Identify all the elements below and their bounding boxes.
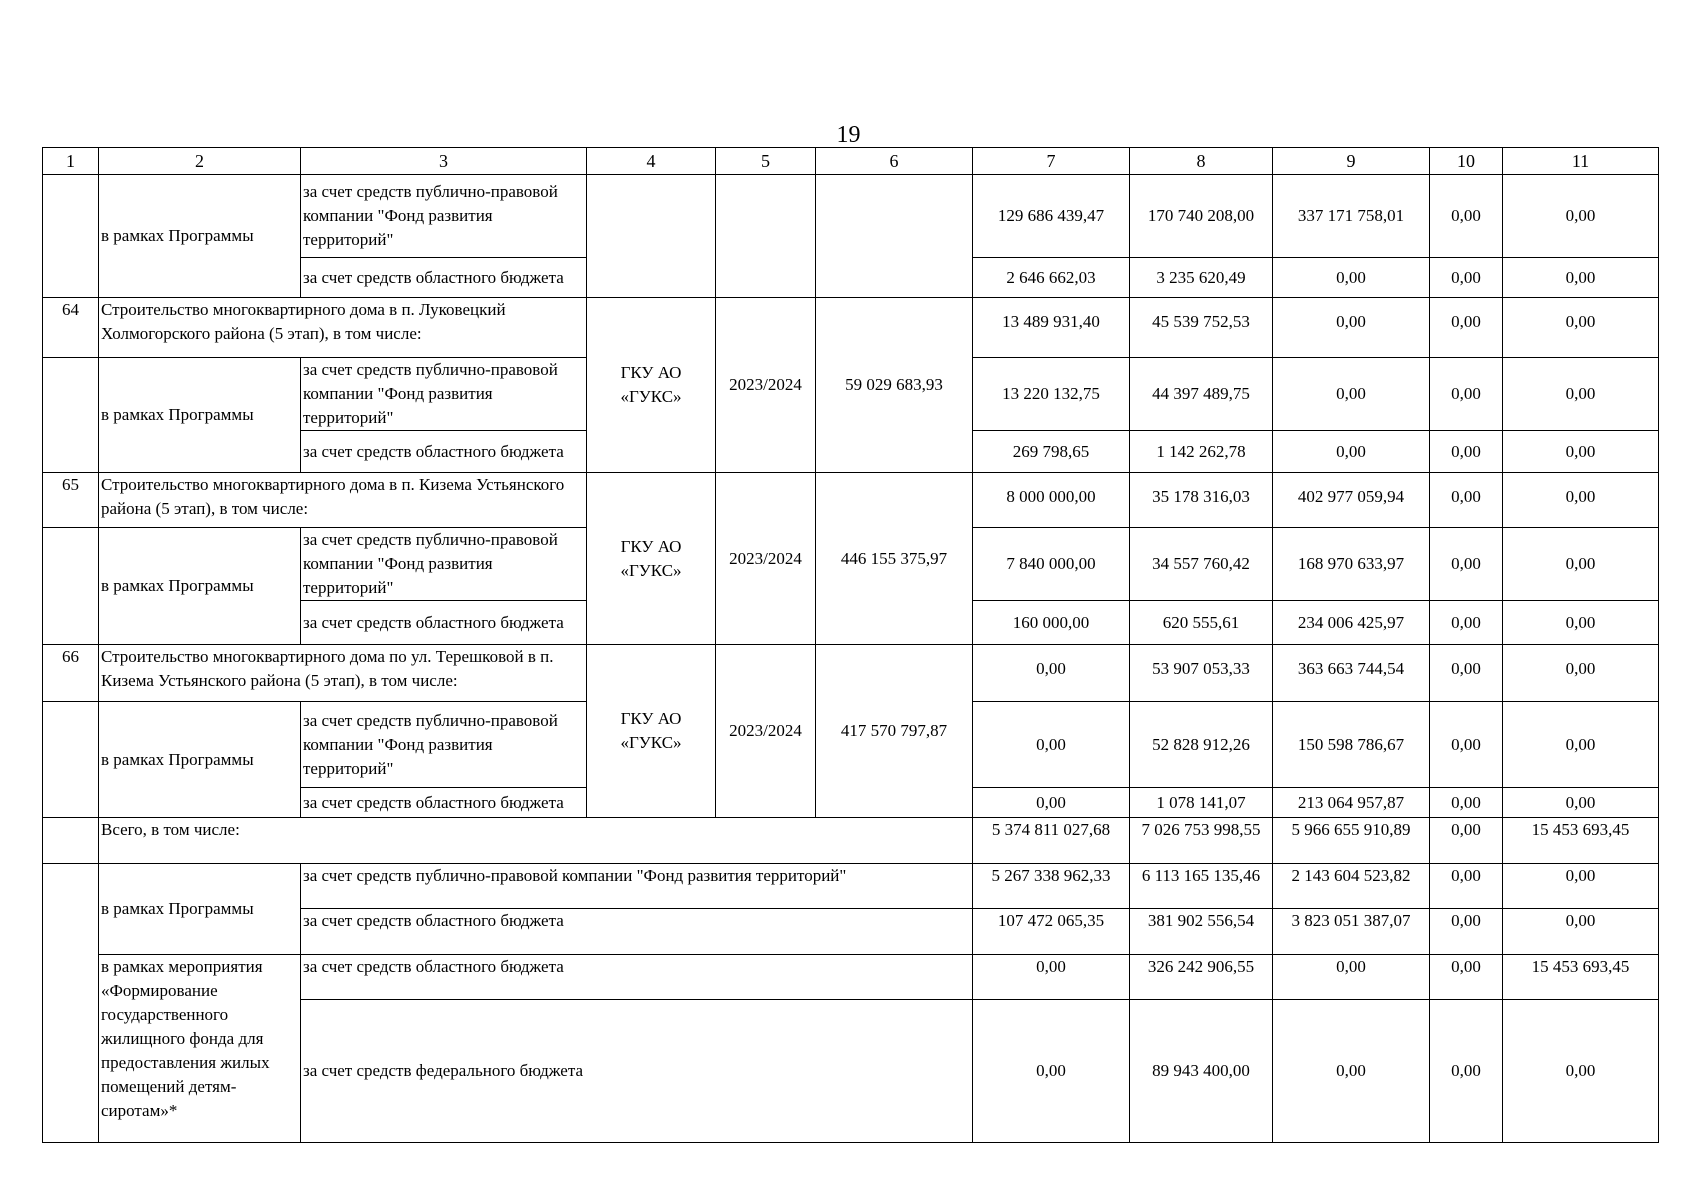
column-header: 8 [1130, 148, 1273, 175]
grand-total-row [43, 818, 1659, 864]
value-cell: 0,00 [1503, 175, 1659, 258]
value-cell: 0,00 [973, 1000, 1130, 1143]
measure-label: в рамках мероприятия «Формирование государственного жилищного фонда для предоставления жилых помещений детям-сиротам»* [99, 955, 301, 1143]
value-cell: 53 907 053,33 [1130, 645, 1273, 702]
funding-source-label: за счет средств областного бюджета [301, 601, 587, 645]
value-cell: 0,00 [1430, 818, 1503, 864]
cost-cell: 417 570 797,87 [816, 645, 973, 818]
value-cell: 0,00 [1430, 528, 1503, 601]
value-cell: 0,00 [1430, 431, 1503, 473]
value-cell: 0,00 [1503, 358, 1659, 431]
program-label: в рамках Программы [99, 864, 301, 955]
value-cell: 0,00 [1430, 864, 1503, 909]
org-cell: ГКУ АО «ГУКС» [587, 473, 716, 645]
funding-source-label: за счет средств областного бюджета [301, 955, 973, 1000]
value-cell: 0,00 [1430, 175, 1503, 258]
value-cell: 0,00 [1273, 431, 1430, 473]
value-cell: 0,00 [1430, 645, 1503, 702]
program-label: в рамках Программы [99, 358, 301, 473]
value-cell: 13 220 132,75 [973, 358, 1130, 431]
table-row [43, 955, 1659, 1000]
program-label: в рамках Программы [99, 528, 301, 645]
value-cell: 168 970 633,97 [1273, 528, 1430, 601]
value-cell: 381 902 556,54 [1130, 909, 1273, 955]
funding-source-label: за счет средств федерального бюджета [301, 1000, 973, 1143]
value-cell: 44 397 489,75 [1130, 358, 1273, 431]
column-header: 4 [587, 148, 716, 175]
funding-source-label: за счет средств публично-правовой компании "Фонд развития территорий" [301, 528, 587, 601]
value-cell: 45 539 752,53 [1130, 298, 1273, 358]
row-number-cell [43, 358, 99, 473]
value-cell: 620 555,61 [1130, 601, 1273, 645]
row-number-cell [43, 175, 99, 298]
value-cell: 0,00 [973, 788, 1130, 818]
grand-total-label: Всего, в том числе: [99, 818, 973, 864]
value-cell: 269 798,65 [973, 431, 1130, 473]
value-cell: 0,00 [1503, 528, 1659, 601]
org-cell: ГКУ АО «ГУКС» [587, 298, 716, 473]
value-cell: 7 026 753 998,55 [1130, 818, 1273, 864]
column-header: 3 [301, 148, 587, 175]
table-row [43, 298, 1659, 358]
value-cell: 0,00 [1430, 258, 1503, 298]
value-cell: 15 453 693,45 [1503, 955, 1659, 1000]
value-cell: 0,00 [1503, 702, 1659, 788]
cost-cell [816, 175, 973, 298]
value-cell: 0,00 [1503, 645, 1659, 702]
value-cell: 0,00 [1430, 1000, 1503, 1143]
value-cell: 0,00 [1503, 909, 1659, 955]
value-cell: 0,00 [1273, 1000, 1430, 1143]
funding-source-label: за счет средств публично-правовой компании "Фонд развития территорий" [301, 702, 587, 788]
item-number: 66 [43, 645, 99, 702]
value-cell: 0,00 [1430, 788, 1503, 818]
value-cell: 402 977 059,94 [1273, 473, 1430, 528]
value-cell: 0,00 [1273, 258, 1430, 298]
value-cell: 129 686 439,47 [973, 175, 1130, 258]
row-number-cell [43, 818, 99, 864]
value-cell: 326 242 906,55 [1130, 955, 1273, 1000]
column-header: 6 [816, 148, 973, 175]
page-number: 19 [836, 122, 861, 148]
value-cell: 0,00 [1503, 431, 1659, 473]
value-cell: 0,00 [1503, 601, 1659, 645]
value-cell: 170 740 208,00 [1130, 175, 1273, 258]
column-header: 10 [1430, 148, 1503, 175]
value-cell: 0,00 [1503, 298, 1659, 358]
value-cell: 5 374 811 027,68 [973, 818, 1130, 864]
value-cell: 0,00 [1430, 702, 1503, 788]
value-cell: 3 823 051 387,07 [1273, 909, 1430, 955]
value-cell: 234 006 425,97 [1273, 601, 1430, 645]
value-cell: 0,00 [1430, 473, 1503, 528]
org-cell [587, 175, 716, 298]
value-cell: 1 142 262,78 [1130, 431, 1273, 473]
row-number-cell [43, 864, 99, 1143]
value-cell: 107 472 065,35 [973, 909, 1130, 955]
item-number: 65 [43, 473, 99, 528]
column-header: 1 [43, 148, 99, 175]
item-number: 64 [43, 298, 99, 358]
value-cell: 337 171 758,01 [1273, 175, 1430, 258]
item-title: Строительство многоквартирного дома в п. Кизема Устьянского района (5 этап), в том числе: [99, 473, 587, 528]
value-cell: 34 557 760,42 [1130, 528, 1273, 601]
funding-source-label: за счет средств публично-правовой компании "Фонд развития территорий" [301, 864, 973, 909]
value-cell: 0,00 [1273, 358, 1430, 431]
value-cell: 0,00 [973, 955, 1130, 1000]
table-row [43, 175, 1659, 258]
value-cell: 5 966 655 910,89 [1273, 818, 1430, 864]
value-cell: 0,00 [1503, 258, 1659, 298]
value-cell: 0,00 [1503, 473, 1659, 528]
value-cell: 0,00 [1430, 601, 1503, 645]
column-header: 5 [716, 148, 816, 175]
value-cell: 0,00 [1273, 955, 1430, 1000]
value-cell: 0,00 [973, 702, 1130, 788]
value-cell: 2 143 604 523,82 [1273, 864, 1430, 909]
value-cell: 0,00 [1273, 298, 1430, 358]
funding-source-label: за счет средств областного бюджета [301, 909, 973, 955]
value-cell: 363 663 744,54 [1273, 645, 1430, 702]
funding-source-label: за счет средств областного бюджета [301, 788, 587, 818]
period-cell: 2023/2024 [716, 645, 816, 818]
table-row [43, 473, 1659, 528]
value-cell: 2 646 662,03 [973, 258, 1130, 298]
value-cell: 0,00 [1503, 864, 1659, 909]
funding-source-label: за счет средств публично-правовой компании "Фонд развития территорий" [301, 358, 587, 431]
item-title: Строительство многоквартирного дома по ул. Терешковой в п. Кизема Устьянского района (5 этап), в том числе: [99, 645, 587, 702]
funding-source-label: за счет средств областного бюджета [301, 431, 587, 473]
value-cell: 160 000,00 [973, 601, 1130, 645]
cost-cell: 446 155 375,97 [816, 473, 973, 645]
value-cell: 8 000 000,00 [973, 473, 1130, 528]
value-cell: 0,00 [1430, 909, 1503, 955]
period-cell [716, 175, 816, 298]
column-number-row [43, 148, 1659, 175]
table-row [43, 864, 1659, 909]
value-cell: 0,00 [1430, 358, 1503, 431]
program-label: в рамках Программы [99, 702, 301, 818]
value-cell: 0,00 [1503, 1000, 1659, 1143]
value-cell: 0,00 [1430, 298, 1503, 358]
value-cell: 6 113 165 135,46 [1130, 864, 1273, 909]
period-cell: 2023/2024 [716, 298, 816, 473]
column-header: 2 [99, 148, 301, 175]
value-cell: 150 598 786,67 [1273, 702, 1430, 788]
funding-source-label: за счет средств областного бюджета [301, 258, 587, 298]
table-row [43, 645, 1659, 702]
item-title: Строительство многоквартирного дома в п. Луковецкий Холмогорского района (5 этап), в том числе: [99, 298, 587, 358]
value-cell: 13 489 931,40 [973, 298, 1130, 358]
value-cell: 0,00 [1503, 788, 1659, 818]
value-cell: 5 267 338 962,33 [973, 864, 1130, 909]
value-cell: 0,00 [973, 645, 1130, 702]
value-cell: 7 840 000,00 [973, 528, 1130, 601]
period-cell: 2023/2024 [716, 473, 816, 645]
value-cell: 0,00 [1430, 955, 1503, 1000]
row-number-cell [43, 702, 99, 818]
column-header: 11 [1503, 148, 1659, 175]
value-cell: 3 235 620,49 [1130, 258, 1273, 298]
funding-source-label: за счет средств публично-правовой компании "Фонд развития территорий" [301, 175, 587, 258]
budget-table [42, 147, 1659, 1143]
column-header: 9 [1273, 148, 1430, 175]
org-cell: ГКУ АО «ГУКС» [587, 645, 716, 818]
row-number-cell [43, 528, 99, 645]
value-cell: 213 064 957,87 [1273, 788, 1430, 818]
value-cell: 52 828 912,26 [1130, 702, 1273, 788]
value-cell: 15 453 693,45 [1503, 818, 1659, 864]
cost-cell: 59 029 683,93 [816, 298, 973, 473]
value-cell: 35 178 316,03 [1130, 473, 1273, 528]
column-header: 7 [973, 148, 1130, 175]
value-cell: 89 943 400,00 [1130, 1000, 1273, 1143]
program-label: в рамках Программы [99, 175, 301, 298]
value-cell: 1 078 141,07 [1130, 788, 1273, 818]
